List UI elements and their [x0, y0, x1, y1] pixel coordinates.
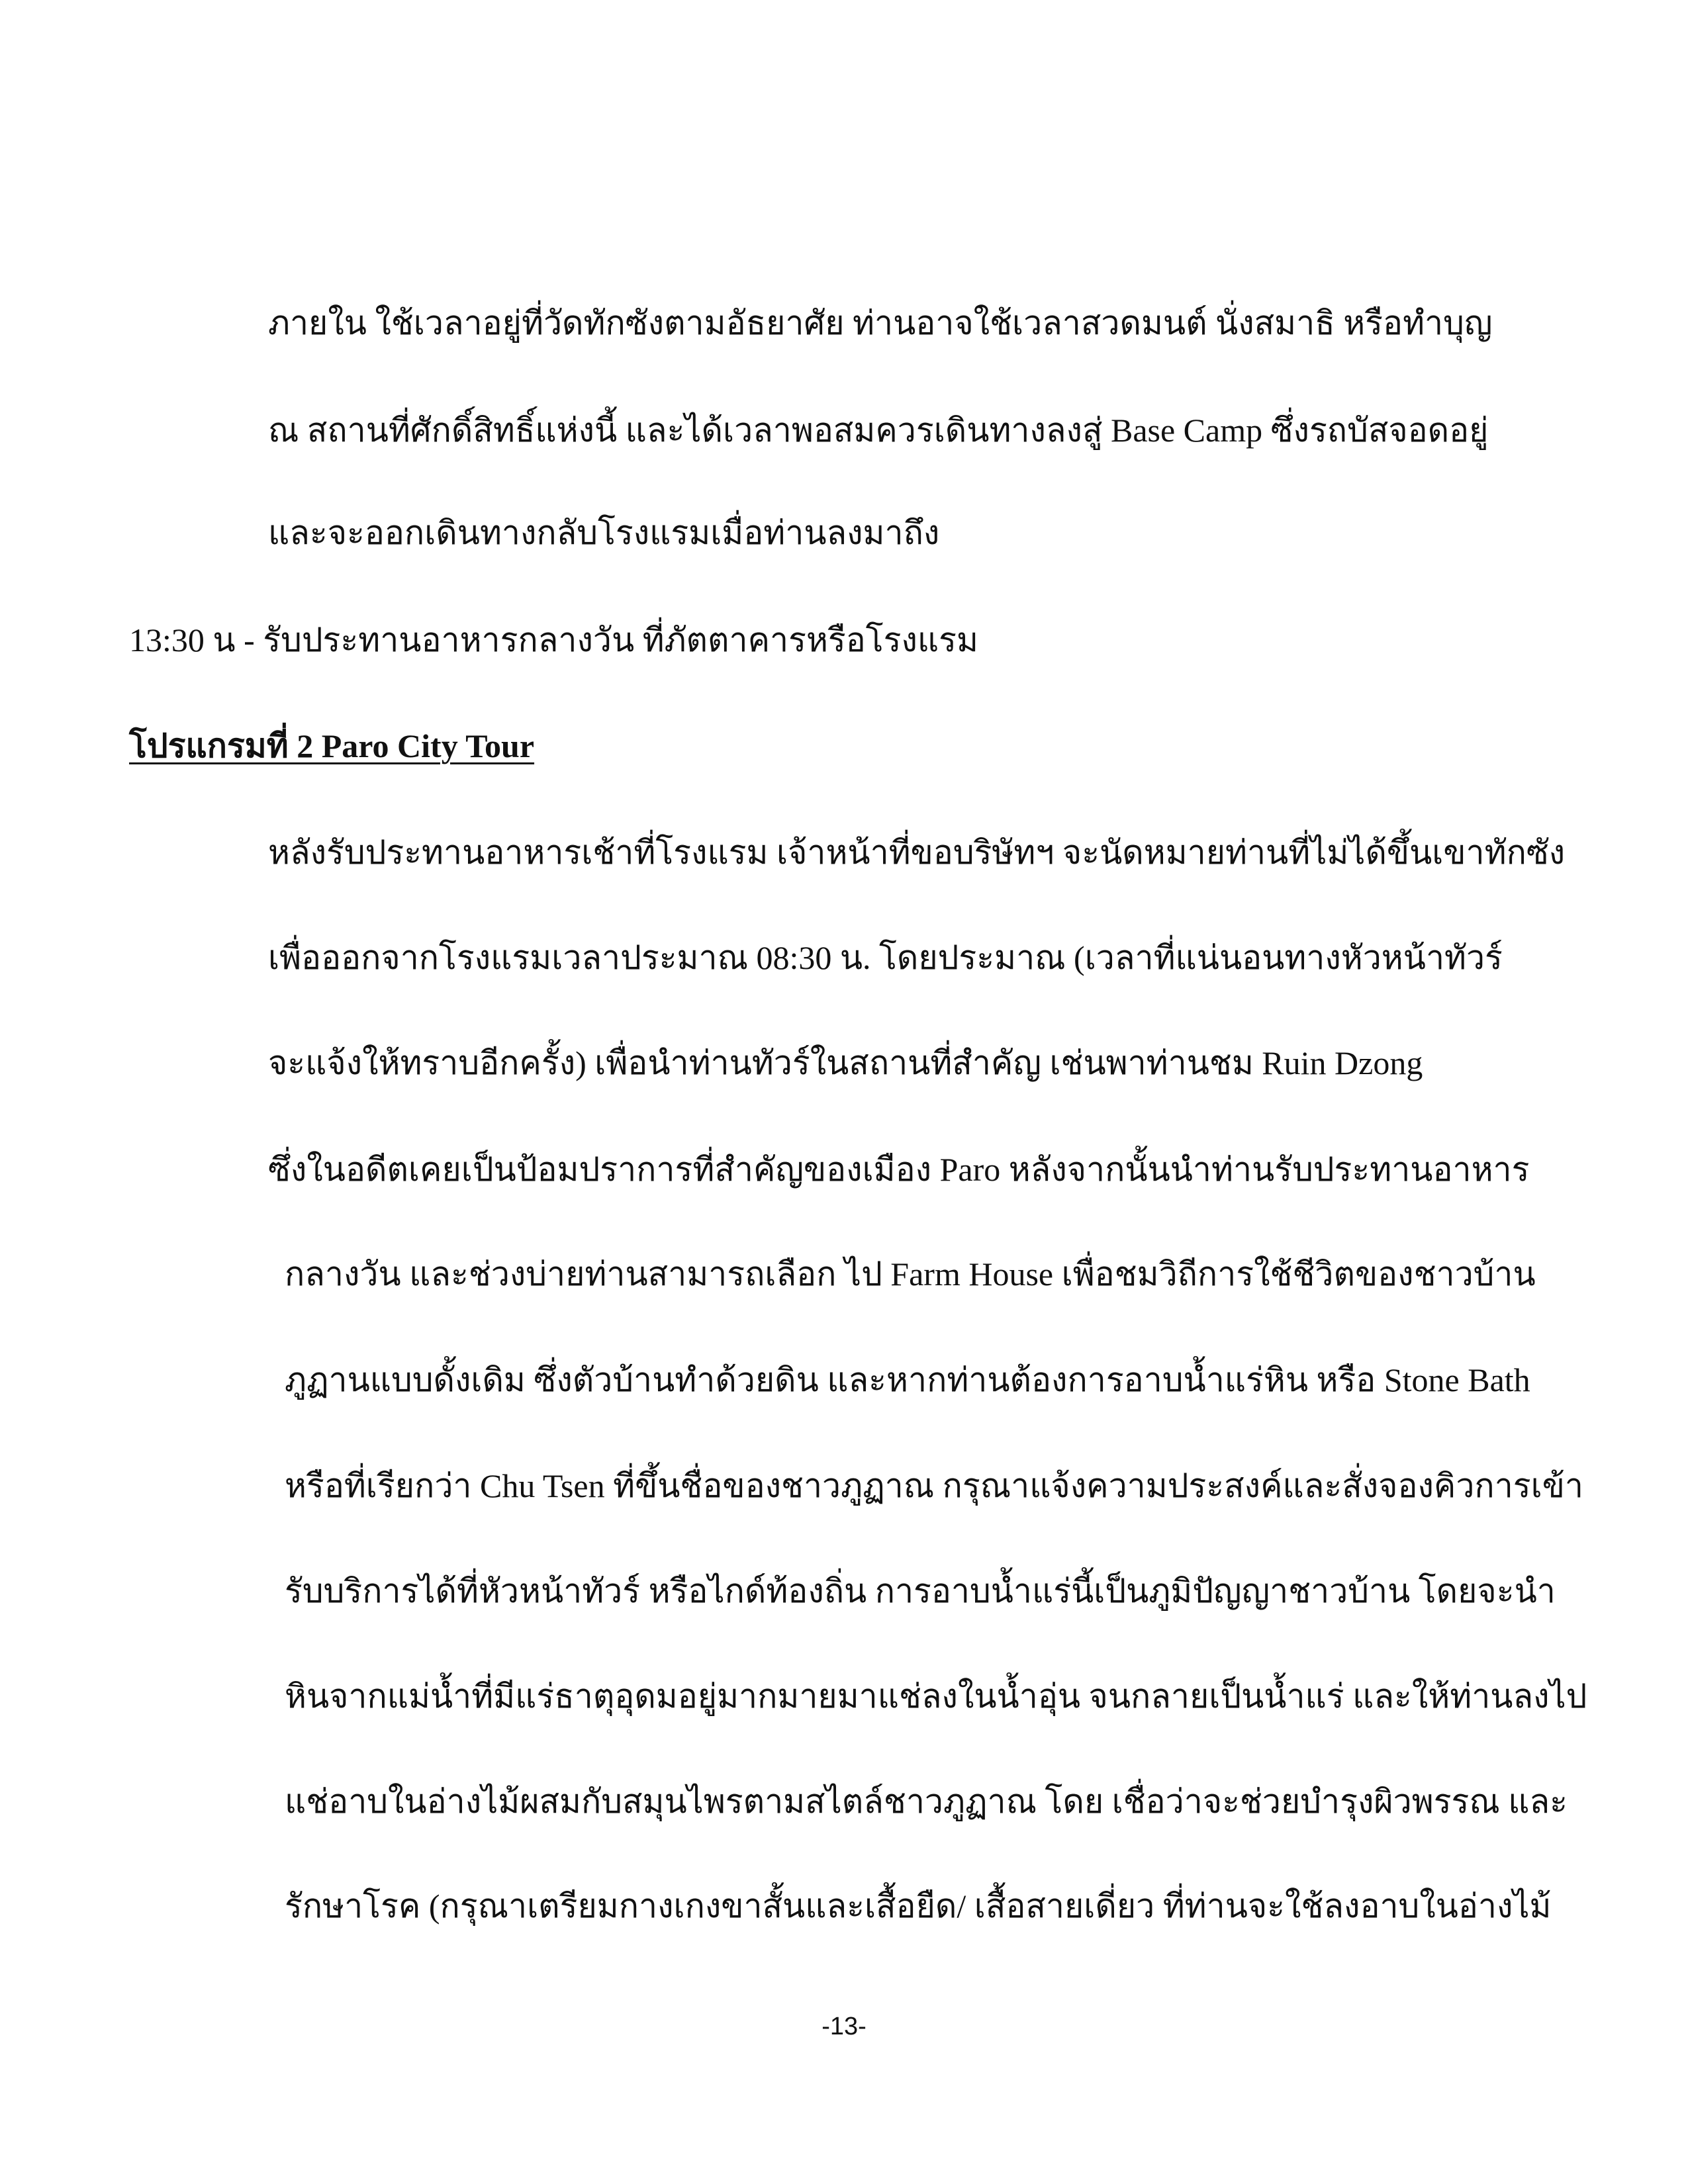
body-text-line: รักษาโรค (กรุณาเตรียมกางเกงขาสั้นและเสื้อยืด/ เสื้อสายเดี่ยว ที่ท่านจะใช้ลงอาบในอ่างไม้ — [285, 1888, 1552, 1925]
body-text-line: ภูฏานแบบดั้งเดิม ซึ่งตัวบ้านทำด้วยดิน และหากท่านต้องการอาบน้ำแร่หิน หรือ Stone Bath — [285, 1361, 1530, 1398]
body-text-line: แช่อาบในอ่างไม้ผสมกับสมุนไพรตามสไตล์ชาวภูฏาณ โดย เชื่อว่าจะช่วยบำรุงผิวพรรณ และ — [285, 1783, 1568, 1820]
body-text-line: รับบริการได้ที่หัวหน้าทัวร์ หรือไกด์ท้องถิ่น การอาบน้ำแร่นี้เป็นภูมิปัญญาชาวบ้าน โดยจะนำ — [285, 1572, 1556, 1610]
body-text-line: ภายใน ใช้เวลาอยู่ที่วัดทักซังตามอัธยาศัย ท่านอาจใช้เวลาสวดมนต์ นั่งสมาธิ หรือทำบุญ — [268, 304, 1493, 341]
section-heading: โปรแกรมที่ 2 Paro City Tour — [129, 727, 535, 764]
body-text-line: กลางวัน และช่วงบ่ายท่านสามารถเลือก ไป Farm House เพื่อชมวิถีการใช้ชีวิตของชาวบ้าน — [285, 1255, 1536, 1293]
body-text-line: หินจากแม่น้ำที่มีแร่ธาตุอุดมอยู่มากมายมาแช่ลงในน้ำอุ่น จนกลายเป็นน้ำแร่ และให้ท่านลงไป — [285, 1678, 1587, 1715]
body-text-line: ซึ่งในอดีตเคยเป็นป้อมปราการที่สำคัญของเมือง Paro หลังจากนั้นนำท่านรับประทานอาหาร — [268, 1151, 1530, 1188]
body-text-line: และจะออกเดินทางกลับโรงแรมเมื่อท่านลงมาถึง — [268, 514, 940, 551]
body-text-line: จะแจ้งให้ทราบอีกครั้ง) เพื่อนำท่านทัวร์ในสถานที่สำคัญ เช่นพาท่านชม Ruin Dzong — [268, 1044, 1423, 1081]
body-text-line: หรือที่เรียกว่า Chu Tsen ที่ขึ้นชื่อของชาวภูฏาณ กรุณาแจ้งความประสงค์และสั่งจองคิวการเข้า — [285, 1467, 1583, 1504]
body-text-line: ณ สถานที่ศักดิ์สิทธิ์แห่งนี้ และได้เวลาพอสมควรเดินทางลงสู่ Base Camp ซึ่งรถบัสจอดอยู่ — [268, 412, 1489, 449]
page-number: -13- — [821, 2013, 867, 2040]
body-text-line: หลังรับประทานอาหารเช้าที่โรงแรม เจ้าหน้าที่ขอบริษัทฯ จะนัดหมายท่านที่ไม่ได้ขึ้นเขาทักซัง — [268, 834, 1566, 871]
body-text-line: เพื่อออกจากโรงแรมเวลาประมาณ 08:30 น. โดยประมาณ (เวลาที่แน่นอนทางหัวหน้าทัวร์ — [268, 939, 1503, 976]
schedule-line: 13:30 น - รับประทานอาหารกลางวัน ที่ภัตตาคารหรือโรงแรม — [129, 621, 978, 659]
